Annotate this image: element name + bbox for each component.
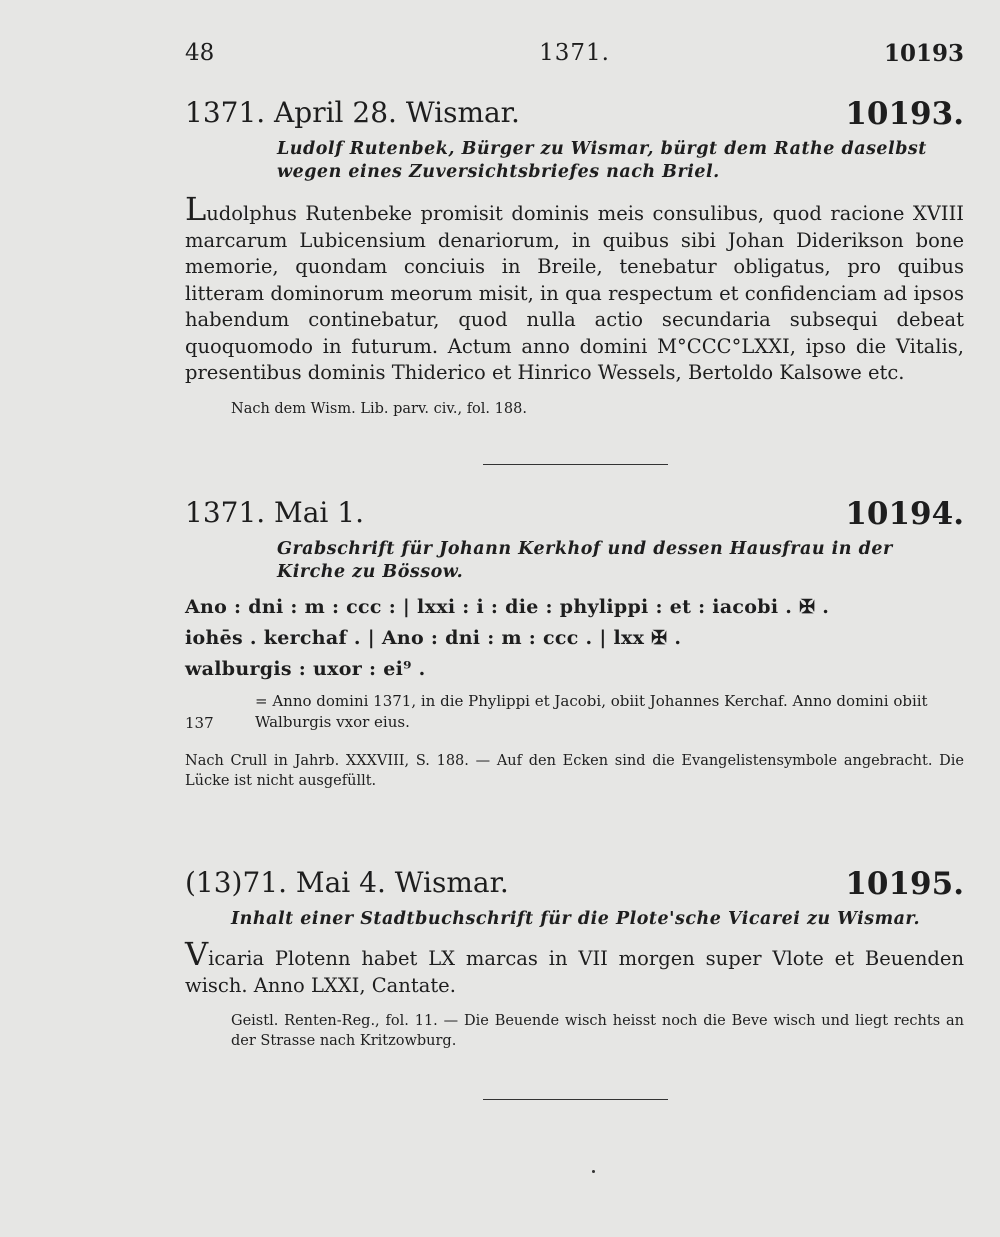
source-note: Nach dem Wism. Lib. parv. civ., fol. 188. [231,400,527,417]
entry-body [185,190,964,387]
entry-body [185,935,964,999]
source-note: Nach Crull in Jahrb. XXXVIII, S. 188. — Auf den Ecken sind die Evangelistensymbole angebracht. Die Lücke ist nicht ausgefüllt. [185,753,964,789]
transliteration: = Anno domini 1371, in die Phylippi et Jacobi, obiit Johannes Kerchaf. Anno domini obiit Walburgis vxor eius. [255,692,928,731]
initial-letter: L [185,190,207,228]
running-header [185,40,964,76]
margin-mark: 137 [185,714,214,732]
inscription-line: iohēs . kerchaf . | Ano : dni : m : ccc . | lxx ✠ . [185,627,682,649]
header-year: 1371. [539,40,610,66]
entry-10195 [185,866,964,1051]
divider [483,1099,668,1100]
inscription [185,592,964,685]
ink-dot [592,1170,595,1173]
entry-number: 10193. [845,96,964,132]
entry-body-text: icaria Plotenn habet LX marcas in VII morgen super Vlote et Beuenden wisch. Anno LXXI, Cantate. [185,947,964,997]
entry-number: 10195. [845,866,964,902]
source-note: Geistl. Renten-Reg., fol. 11. — Die Beuende wisch heisst noch die Beve wisch und liegt rechts an der Strasse nach Kritzowburg. [231,1013,964,1049]
entry-10193 [185,96,964,419]
divider [483,464,668,465]
entry-date-place: 1371. Mai 1. [185,496,364,529]
inscription-line: walburgis : uxor : ei⁹ . [185,658,426,680]
entry-body-text: udolphus Rutenbeke promisit dominis meis consulibus, quod racione XVIII marcarum Lubicensium denariorum, in quibus sibi Johan Diderikson bone memorie, quondam conciuis in Breile, tenebatur obligatus, pro quibus litteram dominorum meorum misit, in qua respectum et confidenciam ad ipsos habendum continebatur, quod nulla actio secundaria subsequi debeat quoquomodo in futurum. Actum anno domini M°CCC°LXXI, ipso die Vitalis, presentibus dominis Thiderico et Hinrico Wessels, Bertoldo Kalsowe etc. [185,202,964,384]
entry-heading [185,866,964,908]
entry-summary: Ludolf Rutenbek, Bürger zu Wismar, bürgt dem Rathe daselbst wegen eines Zuversichtsbriefes nach Briel. [277,139,927,182]
entry-number: 10194. [845,496,964,532]
transliteration-block [185,691,964,733]
entry-summary: Grabschrift für Johann Kerkhof und dessen Hausfrau in der Kirche zu Bössow. [277,539,893,582]
entry-heading [185,496,964,538]
entry-10194 [185,496,964,791]
entry-date-place: 1371. April 28. Wismar. [185,96,520,129]
initial-letter: V [185,935,209,973]
entry-heading [185,96,964,138]
entry-date-place: (13)71. Mai 4. Wismar. [185,866,509,899]
entry-summary: Inhalt einer Stadtbuchschrift für die Plote'sche Vicarei zu Wismar. [231,909,921,929]
header-doc-number: 10193 [883,40,964,67]
inscription-line: Ano : dni : m : ccc : | lxxi : i : die : phylippi : et : iacobi . ✠ . [185,596,830,618]
page-number: 48 [185,40,215,66]
